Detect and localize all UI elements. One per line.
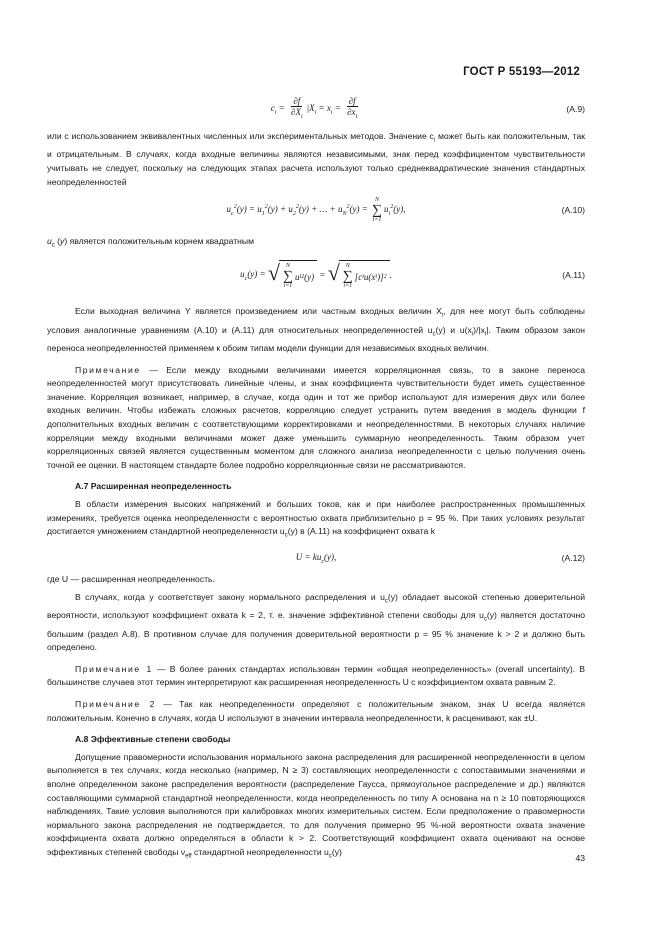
equation-number: (А.12) — [561, 553, 585, 564]
note-paragraph: Примечание 2 — Так как неопределенности определяют с положительным знаком, знак U всегда является положительным. Конечно в случаях, когда U используют в значении интервала неопределенности, k расценивают, как ±U. — [47, 699, 586, 723]
paragraph: В случаях, когда y соответствует закону нормального распределения и $u_c(y)$ обладает высокой степенью доверительной вероятности, используют коэффициент охвата k = 2, т. е. значение эффективной степени свободы для $u_c(y)$ является достаточно большим (раздел А.8). В противном случае для получения доверительной вероятности p = 95 % значение k > 2 и должно быть определено. — [47, 592, 586, 653]
paragraph: $u_c$ (y) является положительным корнем квадратным — [47, 236, 254, 249]
paragraph: Допущение правомерности использования нормального закона распределения для расширенной неопределенности в целом выполняется в тех случаях, когда несколько (например, N ≥ 3) составляющих неопределенности с сопоставимыми значениями и вполне определенном законе распределения вероятности (распределение Гаусса, прямоугольное распределение и др.) являются составляющими суммарной стандартной неопределенности, когда неопределенность по типу А основана на n ≥ 10 повторяющихся наблюдениях. Такие условия выполняются при калибровках многих измерительных систем. Если предположение о правомерности нормального закона распределения не подтверждается, то для получения примерно 95 %-ной вероятности охвата значение коэффициента охвата должно определяться в области k > 2. Соответствующий коэффициент охвата оценивают на основе эффективных степеней свободы $\nu_{eff}$ стандартной неопределенности $u_c(y)$ — [47, 751, 585, 860]
equation-a12: $U = ku_c(y)$, (А.12) — [295, 552, 585, 565]
note-paragraph: Примечание — Если между входными величинами имеется корреляционная связь, то в законе переноса неопределенностей могут присутствовать линейные члены, и знак коэффициента чувствительности будет иметь существенное значение. Корреляция возникает, например, в случае, когда один и тот же прибор используют для измерения двух или более входных величин. Чтобы избежать сложных расчетов, корреляцию следует устранить путем введения в модель функции f дополнительных входных величин с соответствующими корректировками и неопределенностями. В некоторых случаях наличие корреляции между входными величинами может даже уменьшить суммарную неопределенность. Таким образом учет корреляционных связей является существенным моментом для сложного анализа неопределенности с целью получения очень точной ее оценки. В настоящем стандарте более подробно корреляционные связи не рассматриваются. — [47, 364, 585, 470]
paragraph: где U — расширенная неопределенность. — [47, 574, 215, 585]
paragraph: или с использованием эквивалентных численных или экспериментальных методов. Значение $c_i$ может быть как положительным, так и отрицательным. В случаях, когда входные величины являются независимыми, знак перед коэффициентом чувствительности учитывать не следует, поскольку на следующих этапах расчета используют только среднеквадратические значения стандартных неопределенностей — [47, 131, 586, 187]
equation-a10: $u_c^2(y) = u_1^2(y) + u_2^2(y)$ + … + $u_N^2(y)$ = N ∑ i=1 $u_i^2(y)$, (А.10) — [226, 196, 585, 223]
page-number: 43 — [575, 853, 585, 863]
paragraph: В области измерения высоких напряжений и больших токов, как и при наиболее распространенных промышленных измерениях, требуется оценка неопределенности с вероятностью охвата приблизительно p = 95 %. При таких условиях результат достигается умножением стандартной неопределенности $u_c(y)$ в (А.11) на коэффициент охвата k — [47, 498, 585, 539]
page-content — [47, 92, 585, 864]
note-paragraph: Примечание 1 — В более ранних стандартах использован термин «общая неопределенность» (overall uncertainty). В большинстве случаев этот термин интерпретируют как расширенная неопределенность U с коэффициентом охвата равным 2. — [47, 663, 585, 688]
equation-a11: $u_c(y)$ = √ N ∑ i=1 u i 2 (y) = √ N ∑ i=1 [c i u(x i )] 2 . (А.11) — [240, 260, 585, 290]
equation-number: (А.9) — [566, 104, 585, 114]
paragraph: Если выходная величина Y является произведением или частным входных величин $X_i$, для нее могут быть соблюдены условия аналогичные уравнениям (А.10) и (А.11) для относительных неопределенностей $u_c(y)$ и $u(x_i)/|x_i|$. Таким образом закон переноса неопределенностей применяем к обоим типам модели функции для независимых входных величин. — [47, 306, 585, 354]
equation-number: (А.11) — [562, 270, 585, 281]
standard-header: ГОСТ Р 55193—2012 — [463, 66, 580, 78]
equation-number: (А.10) — [561, 205, 585, 216]
section-title-a7: А.7 Расширенная неопределенность — [75, 481, 232, 492]
section-title-a8: А.8 Эффективные степени свободы — [75, 734, 231, 745]
equation-a9: $c_i$ = $\frac{\partial f}{\partial X_i}$ $|X_i = x_i$ = $\frac{\partial f}{\partial x_i}$ (А.9) — [270, 96, 585, 120]
